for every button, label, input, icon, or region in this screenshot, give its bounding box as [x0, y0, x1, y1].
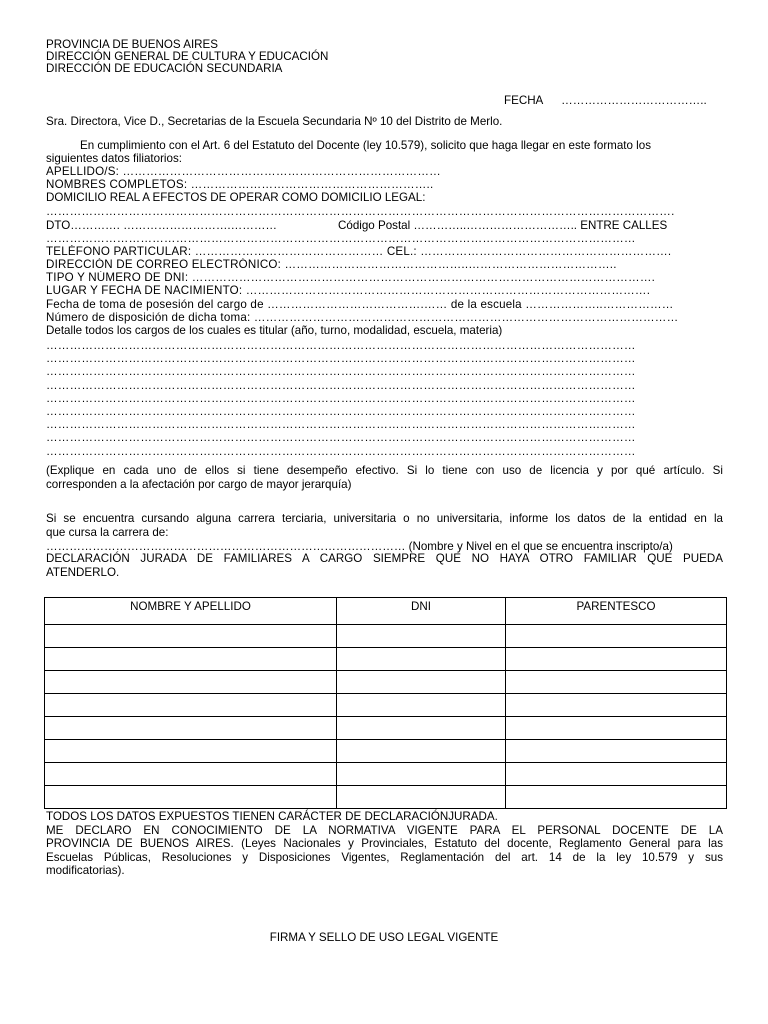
carrera-line-1: Si se encuentra cursando alguna carrera terciaria, universitaria o no universitaria, informe los datos de la entidad en la	[46, 512, 723, 525]
parentesco-cell[interactable]	[506, 740, 727, 763]
fecha-dots: ………………………………..	[561, 94, 707, 107]
dotted-line: ……………………………………………………………………………………………………………………………………	[46, 352, 636, 366]
nombre-cell[interactable]	[45, 717, 337, 740]
parentesco-cell[interactable]	[506, 648, 727, 671]
codigo-postal-label: Código Postal …………..……………………….. ENTRE CALLES	[338, 219, 668, 232]
explique-line-2: corresponden a la afectación por cargo de mayor jerarquía)	[46, 478, 352, 491]
table-row	[45, 648, 727, 671]
nombre-cell[interactable]	[45, 694, 337, 717]
nombre-cell[interactable]	[45, 786, 337, 809]
carrera-line-3: ………………………………………………………………………………… (Nombre y Nivel en el que se encuentra inscripto/a)	[46, 540, 673, 553]
table-header-row	[45, 598, 727, 625]
nombre-cell[interactable]	[45, 763, 337, 786]
intro-line-1: En cumplimiento con el Art. 6 del Estatuto del Docente (ley 10.579), solicito que haga llegar en este formato los	[80, 139, 651, 152]
declaracion-line-2: ATENDERLO.	[46, 566, 120, 579]
dni-cell[interactable]	[337, 648, 506, 671]
signature-label: FIRMA Y SELLO DE USO LEGAL VIGENTE	[269, 931, 499, 944]
domicilio-dots: …………………………………………………………………………………………………………………………………………….	[46, 205, 675, 218]
dotted-line: ……………………………………………………………………………………………………………………………………	[46, 378, 636, 392]
footer-line-3: PROVINCIA DE BUENOS AIRES. (Leyes Nacionales y Provinciales, Estatuto del docente, Reglamento General para las	[46, 837, 723, 850]
declaracion-line-1: DECLARACIÓN JURADA DE FAMILIARES A CARGO SIEMPRE QUE NO HAYA OTRO FAMILIAR QUE PUEDA	[46, 552, 723, 565]
footer-line-2: ME DECLARO EN CONOCIMIENTO DE LA NORMATIVA VIGENTE PARA EL PERSONAL DOCENTE DE LA	[46, 823, 723, 837]
parentesco-cell[interactable]	[506, 671, 727, 694]
dotted-line: ……………………………………………………………………………………………………………………………………	[46, 405, 636, 418]
footer-line-1: TODOS LOS DATOS EXPUESTOS TIENEN CARÁCTER DE DECLARACIÓNJURADA.	[46, 810, 498, 823]
header-province: PROVINCIA DE BUENOS AIRES	[46, 38, 219, 51]
header-nombre-apellido: NOMBRE Y APELLIDO	[45, 598, 337, 625]
parentesco-cell[interactable]	[506, 763, 727, 786]
header-dni: DNI	[337, 598, 506, 625]
header-parentesco: PARENTESCO	[506, 598, 727, 625]
dni-cell[interactable]	[337, 671, 506, 694]
explique-paragraph	[46, 464, 723, 492]
table-row	[45, 625, 727, 648]
table-row	[45, 694, 727, 717]
dotted-line: ……………………………………………………………………………………………………………………………………	[46, 418, 636, 432]
dni-cell[interactable]	[337, 763, 506, 786]
dotted-line: ……………………………………………………………………………………………………………………………………	[46, 431, 636, 445]
dto-label: DTO…………. ……………………….…………	[46, 219, 278, 232]
dni-field: TIPO Y NÚMERO DE DNI: ……………………………………………………………………………………………………….	[46, 271, 656, 284]
addressee: Sra. Directora, Vice D., Secretarias de la Escuela Secundaria Nº 10 del Distrito de Merlo.	[46, 115, 503, 128]
table-row	[45, 671, 727, 694]
carrera-paragraph	[46, 512, 723, 554]
dni-cell[interactable]	[337, 740, 506, 763]
nombre-cell[interactable]	[45, 625, 337, 648]
declaracion-heading	[46, 552, 723, 580]
fecha-label: FECHA	[504, 94, 543, 107]
parentesco-cell[interactable]	[506, 625, 727, 648]
intro-line-2: siguientes datos filiatorios:	[46, 152, 182, 165]
dni-cell[interactable]	[337, 694, 506, 717]
dotted-line: ……………………………………………………………………………………………………………………………………	[46, 444, 636, 458]
nacimiento-field: LUGAR Y FECHA DE NACIMIENTO: ………………………………………………………………………………………….	[46, 284, 651, 297]
nombre-cell[interactable]	[45, 671, 337, 694]
footer-line-4: Escuelas Públicas, Resoluciones y Disposiciones Vigentes, Reglamentación del art. 14 de la ley 10.579 y sus	[46, 850, 723, 864]
detalle-label: Detalle todos los cargos de los cuales es titular (año, turno, modalidad, escuela, materia)	[46, 324, 503, 337]
familiares-table	[44, 597, 727, 809]
header-direccion-general: DIRECCIÓN GENERAL DE CULTURA Y EDUCACIÓN	[46, 50, 329, 63]
parentesco-cell[interactable]	[506, 717, 727, 740]
parentesco-cell[interactable]	[506, 786, 727, 809]
table-row	[45, 717, 727, 740]
carrera-line-2: que cursa la carrera de:	[46, 526, 169, 539]
disposicion-field: Número de disposición de dicha toma: ………………………………………………………………………………………………	[46, 311, 679, 324]
telefono-field: TELÉFONO PARTICULAR: ………………………………………… CEL.: ……………………………………………………….	[46, 245, 672, 258]
fecha-field	[504, 94, 707, 107]
nombre-cell[interactable]	[45, 648, 337, 671]
dni-cell[interactable]	[337, 786, 506, 809]
dni-cell[interactable]	[337, 717, 506, 740]
correo-field: DIRECCIÓN DE CORREO ELECTRÓNICO: ………………………………………..………………………………..	[46, 258, 617, 271]
apellido-field: APELLIDO/S: ………………………………………………………………………	[46, 165, 441, 178]
nombres-field: NOMBRES COMPLETOS: ……………………………………………………..	[46, 178, 434, 191]
table-row	[45, 740, 727, 763]
dotted-line: ……………………………………………………………………………………………………………………………………	[46, 365, 636, 379]
explique-line-1: (Explique en cada uno de ellos si tiene desempeño efectivo. Si lo tiene con uso de licencia y por qué artículo. Si	[46, 464, 723, 477]
entre-calles-dots: ……………………………………………………………………………………………………………………………………	[46, 232, 636, 245]
fecha-toma-field: Fecha de toma de posesión del cargo de ………………………………….…… de la escuela ………………..………………	[46, 298, 674, 311]
table-row	[45, 763, 727, 786]
domicilio-label: DOMICILIO REAL A EFECTOS DE OPERAR COMO DOMICILIO LEGAL:	[46, 191, 426, 204]
parentesco-cell[interactable]	[506, 694, 727, 717]
table-row	[45, 786, 727, 809]
nombre-cell[interactable]	[45, 740, 337, 763]
dni-cell[interactable]	[337, 625, 506, 648]
footer-line-5: modificatorias).	[46, 864, 125, 877]
header-direccion-secundaria: DIRECCIÓN DE EDUCACIÓN SECUNDARIA	[46, 62, 283, 75]
footer-declaration	[46, 810, 723, 878]
dotted-line: ……………………………………………………………………………………………………………………………………	[46, 339, 636, 352]
dotted-line: ……………………………………………………………………………………………………………………………………	[46, 391, 636, 405]
